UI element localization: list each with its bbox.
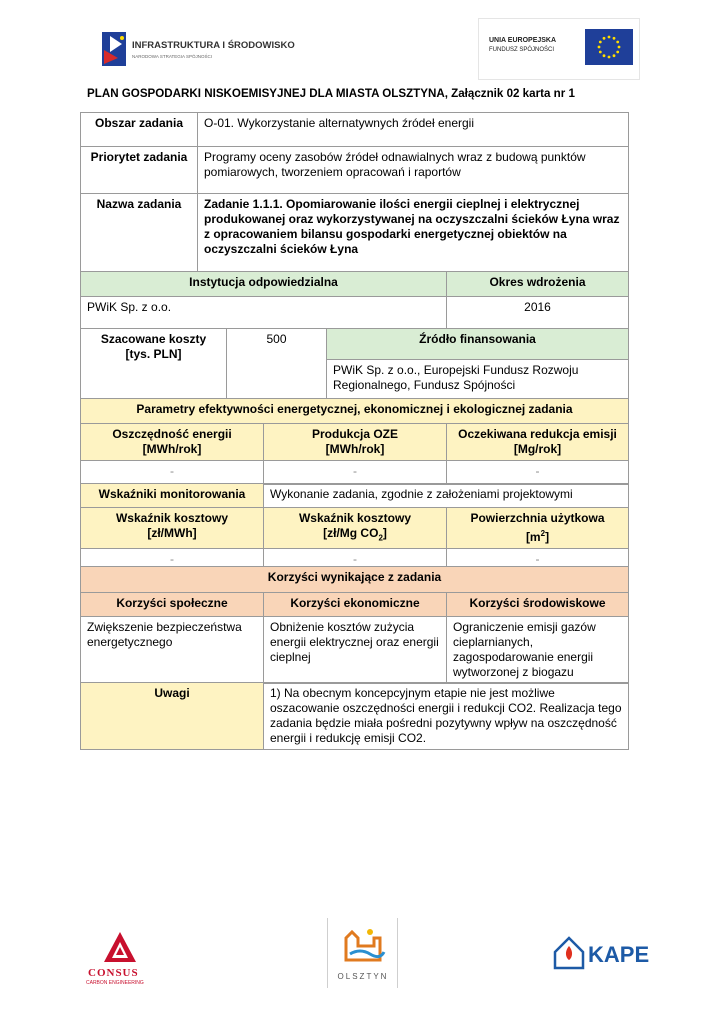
footer-divider-right: [397, 918, 398, 988]
kape-name: KAPE: [588, 942, 650, 967]
eu-logo-line2: FUNDUSZ SPÓJNOŚCI: [489, 47, 555, 53]
olsztyn-emblem-icon: [340, 924, 386, 964]
indicator-value-usable-area: -: [447, 549, 629, 572]
olsztyn-name: OLSZTYN: [337, 972, 389, 981]
eu-flag-icon: [585, 29, 633, 65]
priority-value: Programy oceny zasobów źródeł odnawialnych wraz z budową punktów pomiarowych, tworzeniem opracowań i raportów: [198, 147, 629, 194]
param-header-energy-savings: Oszczędność energii [MWh/rok]: [81, 424, 264, 461]
benefit-header-environmental: Korzyści środowiskowe: [447, 593, 629, 617]
notes-table: [80, 682, 629, 750]
notes-value: 1) Na obecnym koncepcyjnym etapie nie jest możliwe oszacowanie oszczędności energii i redukcji CO2. Realizacja tego zadania będzie miała pośredni pozytywny wpływ na oszczędność energii i redukcję emisji CO2.: [264, 683, 629, 750]
olsztyn-logo: [332, 924, 394, 988]
notes-label: Uwagi: [81, 683, 264, 750]
kape-logo: [552, 934, 650, 974]
consus-triangle-icon: [102, 930, 138, 966]
benefit-value-economic: Obniżenie kosztów zużycia energii elektrycznej oraz energii cieplnej: [264, 617, 447, 684]
benefit-value-social: Zwiększenie bezpieczeństwa energetycznego: [81, 617, 264, 684]
area-value: O‑01. Wykorzystanie alternatywnych źródeł energii: [198, 113, 629, 147]
period-value: 2016: [447, 297, 629, 329]
consus-name: CONSUS: [88, 967, 139, 979]
monitoring-value: Wykonanie zadania, zgodnie z założeniami projektowymi: [264, 484, 629, 508]
benefit-header-economic: Korzyści ekonomiczne: [264, 593, 447, 617]
parameters-title: Parametry efektywności energetycznej, ekonomicznej i ekologicznej zadania: [81, 399, 629, 424]
institution-value: PWiK Sp. z o.o.: [81, 297, 447, 329]
funding-source-label: Źródło finansowania: [327, 329, 629, 360]
eu-cohesion-fund-logo: [478, 18, 640, 80]
costs-label-line1: Szacowane koszty: [100, 332, 207, 346]
consus-subtitle: CARBON ENGINEERING: [86, 980, 144, 986]
institution-label: Instytucja odpowiedzialna: [81, 272, 447, 297]
task-name-label: Nazwa zadania: [81, 194, 198, 272]
infrastruktura-logo: [100, 30, 300, 70]
indicator-value-cost-per-mwh: -: [81, 549, 264, 572]
monitoring-label: Wskaźniki monitorowania: [81, 484, 264, 508]
period-label: Okres wdrożenia: [447, 272, 629, 297]
parameters-table: [80, 398, 629, 485]
kape-house-icon: [552, 934, 586, 970]
area-label: Obszar zadania: [81, 113, 198, 147]
task-table: [80, 112, 629, 272]
param-value-energy-savings: -: [81, 461, 264, 485]
indicator-header-cost-per-co2: Wskaźnik kosztowy [zł/Mg $CO_2$]: [264, 508, 447, 549]
benefits-table: [80, 566, 629, 684]
priority-label: Priorytet zadania: [81, 147, 198, 194]
consus-logo: [80, 930, 160, 990]
monitoring-table: [80, 483, 629, 508]
indicator-value-cost-per-co2: -: [264, 549, 447, 572]
infrastruktura-subtitle: NARODOWA STRATEGIA SPÓJNOŚCI: [132, 54, 213, 59]
task-name-value: Zadanie 1.1.1. Opomiarowanie ilości energii cieplnej i elektrycznej produkowanej oraz wykorzystywanej na oczyszczalni ścieków Łyna wraz z opracowaniem bilansu gospodarki energetycznej obiektów na oczyszczalni ścieków Łyna: [198, 194, 629, 272]
document-title: PLAN GOSPODARKI NISKOEMISYJNEJ DLA MIASTA OLSZTYNA, Załącznik 02 karta nr 1: [87, 87, 575, 100]
footer-divider-left: [327, 918, 328, 988]
benefit-header-social: Korzyści społeczne: [81, 593, 264, 617]
infrastruktura-title: INFRASTRUKTURA I ŚRODOWISKO: [132, 40, 295, 51]
costs-value: 500: [227, 329, 327, 399]
benefits-title: Korzyści wynikające z zadania: [81, 567, 629, 593]
param-value-emission-reduction: -: [447, 461, 629, 485]
indicators-table: [80, 507, 629, 572]
costs-label-line2: [tys. PLN]: [125, 347, 182, 361]
institution-table: [80, 271, 629, 329]
param-value-res-production: -: [264, 461, 447, 485]
param-header-res-production: Produkcja OZE [MWh/rok]: [264, 424, 447, 461]
indicator-header-usable-area: Powierzchnia użytkowa $[m^2]$: [447, 508, 629, 549]
param-header-emission-reduction: Oczekiwana redukcja emisji [Mg/rok]: [447, 424, 629, 461]
costs-label: [81, 329, 227, 399]
indicator-header-cost-per-mwh: Wskaźnik kosztowy [zł/MWh]: [81, 508, 264, 549]
costs-table: [80, 328, 629, 399]
benefit-value-environmental: Ograniczenie emisji gazów cieplarnianych, zagospodarowanie energii wytworzonej z biogazu: [447, 617, 629, 684]
funding-source-value: PWiK Sp. z o.o., Europejski Fundusz Rozwoju Regionalnego, Fundusz Spójności: [327, 360, 629, 399]
eu-logo-line1: UNIA EUROPEJSKA: [489, 37, 557, 44]
